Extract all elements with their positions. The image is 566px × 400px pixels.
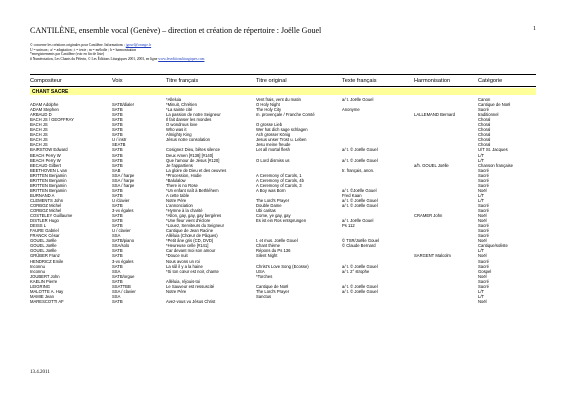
cell-french-text: a/ t. © Joëlle Gouel: [342, 283, 378, 289]
cell-french-title: A cette table: [166, 192, 190, 198]
cell-composer: BECAUD Gilbert: [30, 162, 61, 168]
cell-category: Choral: [478, 142, 491, 148]
cell-original-title: Répons du Ps 136: [256, 248, 291, 254]
cell-voices: SATB: [112, 147, 123, 153]
cell-original-title: O grosse Lieb: [256, 122, 283, 128]
cell-french-title: La passion de notre Seigneur: [166, 112, 221, 118]
cell-french-text: a/ t. © Joëlle Gouel: [342, 288, 378, 294]
cell-original-title: Double Dame: [256, 202, 282, 208]
column-header-french-title: Titre français: [166, 77, 199, 84]
cell-category: Sacré: [478, 223, 489, 229]
cell-composer: BURNAND A: [30, 192, 55, 198]
cell-category: L/T: [478, 288, 485, 294]
cell-original-title: USA: [256, 268, 265, 274]
cell-french-title: *Allon, gay, gay, gay bergères: [166, 213, 222, 219]
cell-voices: SSA / harpe: [112, 172, 135, 178]
cell-category: Gospel: [478, 268, 492, 274]
cell-french-title: *Alleluia: [166, 97, 182, 102]
cell-composer: BAIRSTOW Edward: [30, 147, 68, 153]
cell-original-title: Wer hat dich sage schlagen: [256, 127, 308, 133]
cell-composer: BEETHOVEN L van: [30, 167, 68, 173]
cell-original-title: A Ceremony of Carols, 3: [256, 182, 302, 188]
cell-french-title: Nous avons un roi: [166, 258, 200, 264]
cell-french-title: Jésus notre consolation: [166, 137, 210, 143]
cell-composer: DEISS L: [30, 223, 47, 229]
cell-voices: SATB: [112, 248, 123, 254]
repertoire-table: [30, 74, 536, 304]
cell-category: Chanson française: [478, 162, 513, 168]
cell-voices: SATB: [112, 223, 123, 229]
cell-composer: LEIGRING: [30, 283, 51, 289]
cell-voices: SATB: [112, 263, 123, 269]
cell-french-title: O wondrous love: [166, 122, 198, 128]
cell-french-title: La sûl il y a la haine: [166, 263, 203, 269]
cell-original-title: A Ceremony of Carols, 1: [256, 172, 302, 178]
cell-composer: BEACH Perry W: [30, 152, 61, 158]
cell-category: Sacré: [478, 278, 489, 284]
cell-category: Sacré: [478, 182, 489, 188]
cell-category: Noël: [478, 273, 487, 279]
cell-category: Cantique/soliste: [478, 243, 508, 249]
cell-french-title: Who was it: [166, 127, 187, 133]
cell-french-text: a/ t. Joëlle Gouel: [342, 97, 374, 102]
cell-voices: SSA/solo: [112, 243, 130, 249]
cell-category: Noël: [478, 298, 487, 304]
cell-french-text: a/ t. © Joëlle Gouel: [342, 147, 378, 153]
cell-category: L/T: [478, 293, 485, 299]
cell-original-title: m. provençale / Franche Comté: [256, 112, 315, 118]
cell-voices: 3-vx égales: [112, 258, 134, 264]
cell-category: Noël: [478, 253, 487, 259]
cell-voices: SATB: [112, 218, 123, 224]
cell-voices: SATB: [112, 162, 123, 168]
cell-original-title: Jesus unser Trost u. Leben: [256, 137, 307, 143]
cell-french-title: Alléluia (Chœur de Pâques): [166, 233, 218, 239]
cell-french-text: a/ t. © Joëlle Gouel: [342, 263, 378, 269]
cell-category: Sacré: [478, 177, 489, 183]
cell-french-title: Cosignez Dieu, bêtes silence: [166, 147, 221, 153]
cell-voices: SATB: [112, 122, 123, 128]
cell-composer: BACH JS / GEOFFRAY: [30, 117, 74, 123]
cell-original-title: The Holy City: [256, 107, 282, 113]
table-body: [30, 97, 536, 304]
cell-original-title: Christ's Love Song (Ecosse): [256, 263, 309, 269]
cell-category: Sacré: [478, 283, 489, 289]
cell-category: L/T: [478, 152, 485, 158]
cell-original-title: Es ist ein Ros entsprungen: [256, 218, 307, 224]
cell-french-text: a/ t. © Joëlle Gouel: [342, 202, 378, 208]
cell-composer: BACH JS: [30, 127, 48, 133]
cell-original-title: Vent frais, vent du matin: [256, 97, 301, 102]
column-header-harmonisation: Harmonisation: [414, 77, 451, 84]
cell-french-title: *Un enfant naît à Bethléhem: [166, 187, 219, 193]
cell-voices: SSATTBB: [112, 283, 131, 289]
cell-category: Choral: [478, 127, 491, 133]
cell-french-title: Car devant moi son amour: [166, 248, 216, 254]
cell-original-title: The Lord's Prayer: [256, 288, 290, 294]
cell-french-title: *Une fleur vient d'éclore: [166, 218, 211, 224]
cell-voices: SSA / clavier: [112, 288, 136, 294]
cell-original-title: Jesu meine freude: [256, 142, 291, 148]
cell-composer: GRÜBER Franz: [30, 253, 60, 259]
cell-harmonisation: a/h. GOUEL Joëlle: [414, 162, 449, 168]
cell-harmonisation: SARGENT Malcolm: [414, 253, 451, 259]
cell-french-text: © TSR/Joëlle Gouel: [342, 238, 379, 244]
cell-voices: SATB: [112, 117, 123, 123]
cell-category: Sacré: [478, 172, 489, 178]
cell-category: Canon: [478, 97, 491, 102]
cell-french-title: L'annonciation: [166, 202, 193, 208]
document-title-text: CANTILÈNE, ensemble vocal (Genève) – direction et création de répertoire : Joëlle Gouel: [30, 26, 322, 35]
cell-composer: Inconnu: [30, 268, 45, 274]
table-header: [30, 74, 536, 87]
cell-french-title: Cantique de Jean Racine: [166, 228, 214, 234]
cell-french-title: *La sainte cité: [166, 107, 193, 113]
cell-harmonisation: LALLEMAND Bernard: [414, 112, 455, 118]
cell-french-title: Il fait danser les mondes: [166, 117, 212, 123]
cell-composer: MAMIE Jean: [30, 293, 54, 299]
cell-voices: SATB: [112, 157, 123, 163]
cell-category: Sacré: [478, 263, 489, 269]
cell-french-title: Que l'amour de Jésus [#120]: [166, 157, 220, 163]
cell-composer: HENDRICZ Emile: [30, 258, 64, 264]
notes-line-1-text: © concerne les créations originales pour Cantilène. Informations :: [30, 43, 126, 47]
cell-category: Sacré: [478, 202, 489, 208]
cell-category: Choral: [478, 122, 491, 128]
cell-category: traditionnel: [478, 112, 499, 118]
cell-voices: 3-vx égales: [112, 208, 134, 214]
cell-voices: SATB/dialer: [112, 102, 135, 108]
cell-french-text: a/ t. © Joëlle Gouel: [342, 157, 378, 163]
cell-french-title: Almighty King: [166, 132, 192, 138]
cell-composer: BEACH Perry W: [30, 157, 61, 163]
cell-composer: COSTELEY Guillaume: [30, 213, 73, 219]
cell-composer: BRITTEN Benjamin: [30, 172, 67, 178]
cell-french-title: *Si ton cœur est noir, chante: [166, 268, 219, 274]
cell-voices: SAB: [112, 167, 121, 173]
cell-french-title: La gloire de Dieu et des oeuvres: [166, 167, 227, 173]
cell-category: Choral: [478, 117, 491, 123]
cell-original-title: Let all mortal flesh: [256, 147, 290, 153]
notes-line-2: U = unisson ; a/ = adaptation ; t = texte ; m = mélodie ; h = harmonisation: [30, 47, 137, 52]
cell-french-title: *Balulalow: [166, 177, 186, 183]
column-header-original-title: Titre original: [256, 77, 287, 84]
cell-voices: SATB: [112, 107, 123, 113]
cell-composer: FAURE Gabriel: [30, 228, 59, 234]
cell-original-title: Ubi caritas: [256, 208, 276, 214]
column-header-voices: Voix: [112, 77, 123, 84]
document-title: [30, 26, 321, 35]
cell-original-title: The Lord's Prayer: [256, 197, 290, 203]
cell-composer: ADAM Stephen: [30, 107, 59, 113]
cell-original-title: A Ceremony of Carols, 4b: [256, 177, 304, 183]
section-label: CHANT SACRE: [32, 89, 69, 95]
cell-french-title: *Heureuse celle [#141]: [166, 243, 209, 249]
cell-french-title: *Petit âne gris (CD, DVD): [166, 238, 214, 244]
notes-line-4: [30, 57, 204, 62]
cell-composer: JOUBERT John: [30, 273, 60, 279]
cell-voices: SATB: [112, 112, 123, 118]
cell-voices: SATB: [112, 202, 123, 208]
table-row: [30, 299, 536, 304]
cell-french-text: Fred Kaan: [342, 192, 362, 198]
cell-harmonisation: CRAMER John: [414, 213, 443, 219]
cell-composer: BACH JS: [30, 137, 48, 143]
cell-composer: GOUEL Joëlle: [30, 243, 57, 249]
cell-category: Sacré: [478, 107, 489, 113]
cell-composer: CORBOZ Michel: [30, 208, 62, 214]
cell-composer: CLEMENTS John: [30, 197, 64, 203]
cell-category: Choral: [478, 137, 491, 143]
cell-original-title: Come, ye gay, gay: [256, 213, 291, 219]
page-number: 1: [533, 26, 536, 32]
cell-composer: GOUEL Joëlle: [30, 238, 57, 244]
cell-original-title: O Holy Night: [256, 102, 280, 108]
cell-composer: MALOTTE A. Hay: [30, 288, 64, 294]
contact-email-link[interactable]: jgouel@orange.fr: [125, 43, 152, 47]
cell-voices: SATB: [112, 213, 123, 219]
cell-category: Noël: [478, 238, 487, 244]
cell-voices: U / clavier: [112, 228, 131, 234]
cell-voices: SATB: [112, 253, 123, 259]
cell-french-text: a/ t. © Joëlle Gouel: [342, 197, 378, 203]
cell-french-text: a/ t. ©Joëlle Gouel: [342, 187, 377, 193]
cell-category: Sacré: [478, 167, 489, 173]
cell-french-text: a/ t. Joëlle Gouel: [342, 218, 374, 224]
cell-composer: BRITTEN Benjamin: [30, 182, 67, 188]
cell-voices: SATB: [112, 298, 123, 304]
cell-category: Cantique de Noël: [478, 102, 511, 108]
cell-original-title: Ach grosser König: [256, 132, 291, 138]
cell-composer: FRANCK César: [30, 233, 60, 239]
cell-composer: ADAM Adolphe: [30, 102, 59, 108]
cell-composer: KAELIN Pierre: [30, 278, 58, 284]
cell-category: Sacré: [478, 208, 489, 214]
cell-voices: SATB: [112, 192, 123, 198]
cell-voices: SATB: [112, 278, 123, 284]
notes-block: [30, 43, 204, 61]
cell-original-title: t. et mus. Joëlle Gouel: [256, 238, 298, 244]
cell-category: Sacré: [478, 258, 489, 264]
cell-category: Noël: [478, 218, 487, 224]
cell-voices: SATB/piano: [112, 238, 135, 244]
cell-voices: SSA / harpe: [112, 177, 135, 183]
cell-french-title: *Procession, Hodie: [166, 172, 202, 178]
cell-original-title: Chant thème: [256, 243, 280, 249]
cell-composer: DISTLER Hugo: [30, 218, 59, 224]
cell-composer: BACH JS: [30, 122, 48, 128]
cell-voices: SEATB: [112, 142, 126, 148]
cell-french-title: Notre Père: [166, 197, 187, 203]
cell-voices: SATB: [112, 152, 123, 158]
cell-category: Noël: [478, 187, 487, 193]
section-band: [30, 88, 536, 95]
cell-voices: SSA: [112, 268, 121, 274]
cell-french-title: Avez-vous vu Jésus Christ: [166, 298, 216, 304]
notes-line-3: *enregistrements par Cantilène (voir en fin de liste): [30, 52, 105, 56]
column-header-composer: Compositeur: [30, 77, 62, 84]
cell-french-title: *Douce nuit: [166, 253, 188, 259]
cell-original-title: Cantique de Noël: [256, 283, 289, 289]
publisher-website-link[interactable]: www.leseditionsliturgiques.com: [158, 56, 205, 61]
cell-french-text: Anonyme: [342, 107, 360, 113]
cell-voices: U / instr: [112, 137, 127, 143]
cell-original-title: O Lord dismiss us: [256, 157, 290, 163]
cell-composer: BRITTEN Benjamin: [30, 187, 67, 193]
cell-voices: SSA / harpe: [112, 182, 135, 188]
cell-voices: SATB/orgue: [112, 273, 135, 279]
cell-composer: BRITTEN Benjamin: [30, 177, 67, 183]
cell-french-text: © Claude Bernard: [342, 243, 376, 249]
cell-french-title: *Minuit, Chrétien: [166, 102, 197, 108]
cell-original-title: Sanctus: [256, 293, 272, 299]
cell-voices: SATB: [112, 132, 123, 138]
cell-composer: GOUEL Joëlle: [30, 248, 57, 254]
cell-voices: SSA: [112, 233, 121, 239]
cell-french-text: a/ t. 2° strophe: [342, 268, 370, 274]
cell-category: L/T: [478, 248, 485, 254]
cell-french-title: Le Sauveur est ressuscité: [166, 283, 215, 289]
cell-french-title: Je l'appartiens: [166, 162, 193, 168]
cell-category: Sacré: [478, 233, 489, 239]
cell-french-text: tr. français, anon.: [342, 167, 375, 173]
column-header-french-text: Texte français: [342, 77, 377, 84]
cell-category: L/T: [478, 192, 485, 198]
cell-french-title: Deux Amen [#138] [#140]: [166, 152, 214, 158]
notes-line-4-text: # Numérotation, Les Chants du Pèlerin, © Les Éditions Liturgiques 2001, 2003, en ligne: [30, 56, 159, 61]
cell-voices: SSA: [112, 293, 121, 299]
cell-category: L/T: [478, 197, 485, 203]
cell-category: U/T St. Jacques: [478, 147, 508, 153]
cell-original-title: Silent Night: [256, 253, 278, 259]
cell-composer: Inconnu: [30, 263, 45, 269]
cell-voices: SATB: [112, 187, 123, 193]
cell-category: Noël: [478, 213, 487, 219]
cell-category: L/T: [478, 157, 485, 163]
cell-french-title: There is no Rose: [166, 182, 198, 188]
cell-french-title: Notre Père: [166, 288, 187, 294]
cell-french-title: *Hymne à la charité: [166, 208, 203, 214]
cell-original-title: A Boy was Born: [256, 187, 286, 193]
cell-composer: BACH JS: [30, 142, 48, 148]
cell-category: Sacré: [478, 228, 489, 234]
column-header-category: Catégorie: [478, 77, 503, 84]
cell-composer: BACH JS: [30, 132, 48, 138]
cell-composer: ARBAUD D: [30, 112, 52, 118]
cell-composer: MARESCOTTI AF: [30, 298, 64, 304]
cell-composer: CORBOZ Michel: [30, 202, 62, 208]
cell-french-title: *Louez, Serviteurs du Seigneur: [166, 223, 224, 229]
cell-category: Choral: [478, 132, 491, 138]
footer-date: 13.4.2011: [30, 370, 50, 375]
cell-french-title: Alléluia, réjouis-toi: [166, 278, 200, 284]
cell-voices: U /clavier: [112, 197, 130, 203]
cell-original-title: *Torches: [256, 273, 273, 279]
cell-french-text: Ps 112: [342, 223, 355, 229]
cell-voices: SATB: [112, 127, 123, 133]
